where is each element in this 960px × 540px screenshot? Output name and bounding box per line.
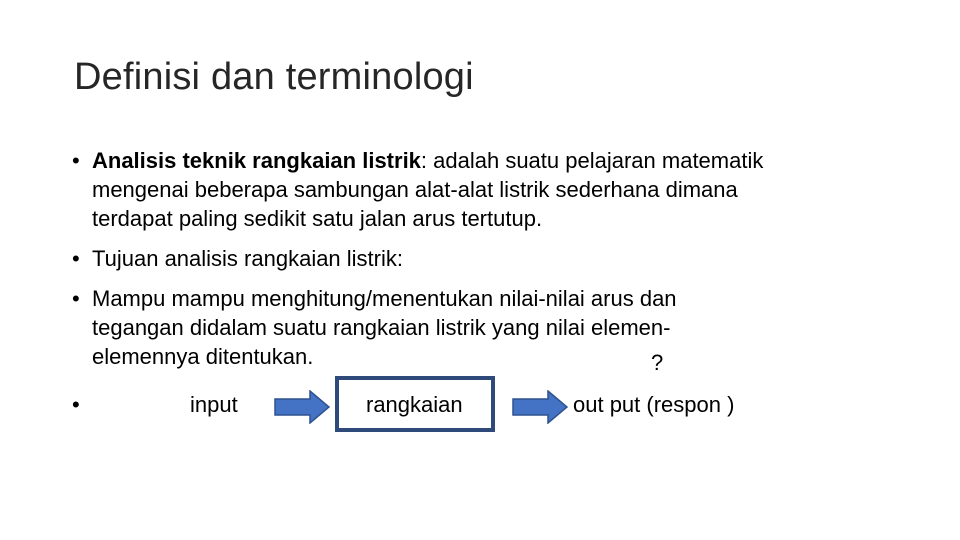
definition-text: : adalah suatu pelajaran matematik	[420, 148, 764, 173]
bullet-dot: •	[72, 148, 80, 173]
bullet-line: terdapat paling sedikit satu jalan arus tertutup.	[92, 206, 543, 231]
bullet-line: Mampu mampu menghitung/menentukan nilai-nilai arus dan	[92, 286, 677, 311]
bullet-line: mengenai beberapa sambungan alat-alat listrik sederhana dimana	[92, 177, 738, 202]
flow-input-label: input	[190, 392, 238, 417]
bullet-dot: •	[72, 246, 80, 271]
slide-title: Definisi dan terminologi	[74, 56, 474, 98]
bold-term: Analisis teknik rangkaian listrik	[92, 148, 421, 173]
bullet-line: elemennya ditentukan.	[92, 344, 314, 369]
question-mark: ?	[651, 350, 664, 375]
bullet-list	[72, 146, 912, 382]
bullet-item	[72, 284, 912, 371]
bullet-dot: •	[72, 392, 80, 417]
bullet-line	[92, 146, 912, 175]
bullet-item	[72, 244, 912, 273]
flow-output-label: out put (respon )	[573, 392, 735, 417]
bullet-dot: •	[72, 286, 80, 311]
flow-process-label: rangkaian	[366, 392, 463, 417]
bullet-item	[72, 146, 912, 233]
right-arrow-icon	[512, 390, 568, 424]
bullet-line: tegangan didalam suatu rangkaian listrik yang nilai elemen-	[92, 315, 671, 340]
right-arrow-icon	[274, 390, 330, 424]
bullet-line: Tujuan analisis rangkaian listrik:	[92, 246, 403, 271]
